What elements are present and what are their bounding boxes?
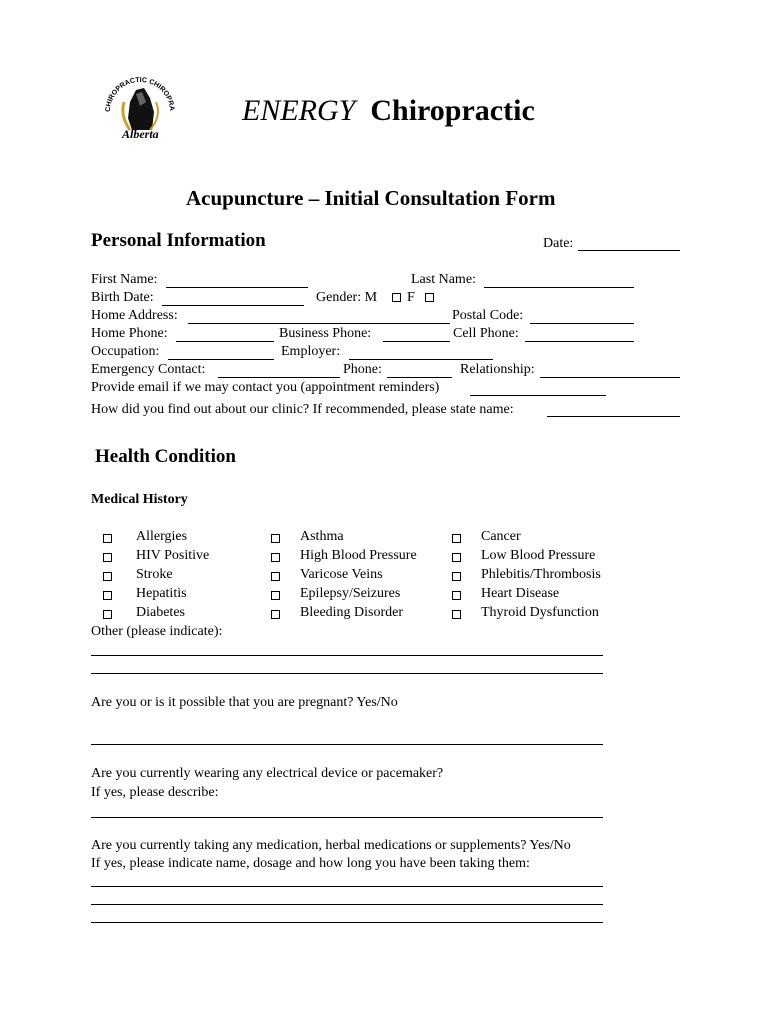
pregnant-question: Are you or is it possible that you are pregnant? Yes/No <box>91 695 398 710</box>
medication-answer-line-2[interactable] <box>91 904 603 905</box>
postal-code-field[interactable] <box>530 323 634 324</box>
clinic-logo <box>100 72 180 144</box>
condition-checkbox[interactable] <box>271 610 280 619</box>
other-field-line-2[interactable] <box>91 673 603 674</box>
gender-f-label: F <box>407 290 415 305</box>
email-label: Provide email if we may contact you (appointment reminders) <box>91 380 440 395</box>
condition-checkbox[interactable] <box>103 553 112 562</box>
form-title: Acupuncture – Initial Consultation Form <box>186 186 556 210</box>
relationship-field[interactable] <box>540 377 680 378</box>
other-field-line-1[interactable] <box>91 655 603 656</box>
cell-phone-field[interactable] <box>525 341 634 342</box>
condition-checkbox[interactable] <box>271 591 280 600</box>
condition-label: Hepatitis <box>136 586 187 601</box>
medication-answer-line-3[interactable] <box>91 922 603 923</box>
brand-italic: ENERGY <box>242 94 356 127</box>
condition-label: Epilepsy/Seizures <box>300 586 401 601</box>
condition-checkbox[interactable] <box>452 553 461 562</box>
device-describe-label: If yes, please describe: <box>91 785 219 800</box>
condition-checkbox[interactable] <box>103 591 112 600</box>
health-heading: Health Condition <box>95 446 236 467</box>
condition-checkbox[interactable] <box>452 572 461 581</box>
emergency-phone-label: Phone: <box>343 362 382 377</box>
gender-label: Gender: M <box>316 290 378 305</box>
condition-label: High Blood Pressure <box>300 548 417 563</box>
business-phone-field[interactable] <box>383 341 450 342</box>
business-phone-label: Business Phone: <box>279 326 372 341</box>
condition-label: Heart Disease <box>481 586 560 601</box>
first-name-label: First Name: <box>91 272 158 287</box>
cell-phone-label: Cell Phone: <box>453 326 519 341</box>
referral-label: How did you find out about our clinic? If recommended, please state name: <box>91 402 514 417</box>
condition-label: Stroke <box>136 567 173 582</box>
condition-checkbox[interactable] <box>103 534 112 543</box>
home-address-field[interactable] <box>188 323 450 324</box>
medication-answer-line-1[interactable] <box>91 886 603 887</box>
condition-label: Thyroid Dysfunction <box>481 605 599 620</box>
brand-bold: Chiropractic <box>370 94 535 127</box>
condition-checkbox[interactable] <box>103 572 112 581</box>
last-name-label: Last Name: <box>411 272 476 287</box>
condition-checkbox[interactable] <box>271 534 280 543</box>
condition-checkbox[interactable] <box>452 591 461 600</box>
medical-history-subheading: Medical History <box>91 492 188 507</box>
referral-field[interactable] <box>547 416 680 417</box>
first-name-field[interactable] <box>166 287 308 288</box>
last-name-field[interactable] <box>484 287 634 288</box>
home-phone-field[interactable] <box>176 341 274 342</box>
birth-date-field[interactable] <box>162 305 304 306</box>
condition-label: Bleeding Disorder <box>300 605 404 620</box>
relationship-label: Relationship: <box>460 362 535 377</box>
postal-code-label: Postal Code: <box>452 308 524 323</box>
brand-title <box>242 94 535 128</box>
emergency-contact-label: Emergency Contact: <box>91 362 206 377</box>
device-question: Are you currently wearing any electrical device or pacemaker? <box>91 766 444 781</box>
medication-detail-label: If yes, please indicate name, dosage and how long you have been taking them: <box>91 856 530 871</box>
other-label: Other (please indicate): <box>91 624 223 639</box>
home-phone-label: Home Phone: <box>91 326 168 341</box>
condition-label: Diabetes <box>136 605 185 620</box>
occupation-label: Occupation: <box>91 344 160 359</box>
date-field[interactable] <box>578 250 680 251</box>
employer-field[interactable] <box>349 359 493 360</box>
emergency-contact-field[interactable] <box>218 377 340 378</box>
email-field[interactable] <box>470 395 606 396</box>
medication-question: Are you currently taking any medication, herbal medications or supplements? Yes/No <box>91 838 571 853</box>
condition-label: Varicose Veins <box>300 567 383 582</box>
condition-checkbox[interactable] <box>452 610 461 619</box>
condition-label: HIV Positive <box>136 548 210 563</box>
gender-m-checkbox[interactable] <box>392 293 401 302</box>
logo-alberta-text: Alberta <box>122 127 159 141</box>
condition-checkbox[interactable] <box>452 534 461 543</box>
home-address-label: Home Address: <box>91 308 178 323</box>
pregnant-answer-line[interactable] <box>91 744 603 745</box>
gender-f-checkbox[interactable] <box>425 293 434 302</box>
condition-label: Phlebitis/Thrombosis <box>481 567 601 582</box>
svg-text:CHIROPRACTIC CHIROPRACTIC: CHIROPRACTIC CHIROPRA <box>104 76 176 113</box>
device-answer-line[interactable] <box>91 817 603 818</box>
emergency-phone-field[interactable] <box>387 377 452 378</box>
condition-label: Asthma <box>300 529 344 544</box>
occupation-field[interactable] <box>168 359 274 360</box>
condition-label: Low Blood Pressure <box>481 548 596 563</box>
condition-label: Allergies <box>136 529 188 544</box>
date-label: Date: <box>543 236 574 251</box>
employer-label: Employer: <box>281 344 341 359</box>
condition-label: Cancer <box>481 529 521 544</box>
condition-checkbox[interactable] <box>271 553 280 562</box>
condition-checkbox[interactable] <box>271 572 280 581</box>
condition-checkbox[interactable] <box>103 610 112 619</box>
birth-date-label: Birth Date: <box>91 290 154 305</box>
personal-heading: Personal Information <box>91 230 266 251</box>
